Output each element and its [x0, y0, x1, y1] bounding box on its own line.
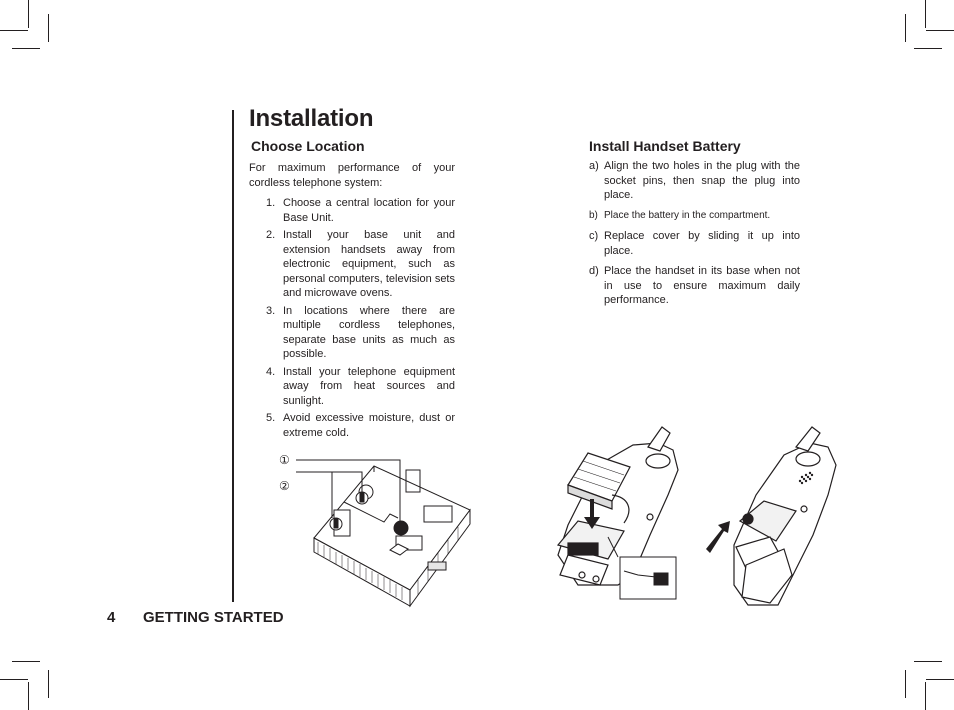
list-item: 1. Choose a central location for your Base Unit. [266, 197, 455, 224]
crop-mark [914, 48, 942, 49]
list-item: 5. Avoid excessive moisture, dust or extreme cold. [266, 412, 455, 439]
crop-mark [28, 682, 29, 710]
battery-steps-list [589, 159, 800, 314]
section-label: GETTING STARTED [143, 609, 284, 626]
list-item: a) Align the two holes in the plug with the socket pins, then snap the plug into place. [589, 160, 800, 201]
callout-1: ① [279, 453, 290, 467]
crop-mark [48, 14, 49, 42]
handset-battery-illustration [538, 425, 843, 610]
page-title: Installation [249, 105, 374, 132]
list-item: d) Place the handset in its base when not in use to ensure maximum daily performance. [589, 265, 800, 306]
list-item: 3. In locations where there are multiple cordless telephones, separate base units as much as possible. [266, 304, 455, 360]
crop-mark [914, 661, 942, 662]
list-item: b) Place the battery in the compartment. [589, 209, 771, 221]
crop-mark [926, 30, 954, 31]
crop-mark [0, 679, 28, 680]
crop-mark [925, 682, 926, 710]
crop-mark [926, 679, 954, 680]
crop-mark [925, 0, 926, 28]
callout-2: ② [279, 479, 290, 493]
choose-location-heading: Choose Location [251, 138, 365, 154]
section-divider-line [232, 110, 234, 602]
crop-mark [48, 670, 49, 698]
crop-mark [905, 670, 906, 698]
crop-mark [12, 48, 40, 49]
page-number: 4 [107, 609, 116, 626]
crop-mark [12, 661, 40, 662]
crop-mark [905, 14, 906, 42]
install-battery-heading: Install Handset Battery [589, 138, 741, 154]
crop-mark [0, 30, 28, 31]
list-item: 2. Install your base unit and extension handsets away from electronic equipment, such as personal computers, television sets and microwave ovens. [266, 229, 455, 299]
list-item: 4. Install your telephone equipment away from heat sources and sunlight. [266, 365, 455, 407]
room-layout-illustration [278, 450, 473, 610]
list-item: c) Replace cover by sliding it up into place. [589, 230, 800, 257]
crop-mark [28, 0, 29, 28]
location-steps-list [264, 196, 455, 443]
location-intro: For maximum performance of your cordless telephone system: [249, 162, 455, 189]
